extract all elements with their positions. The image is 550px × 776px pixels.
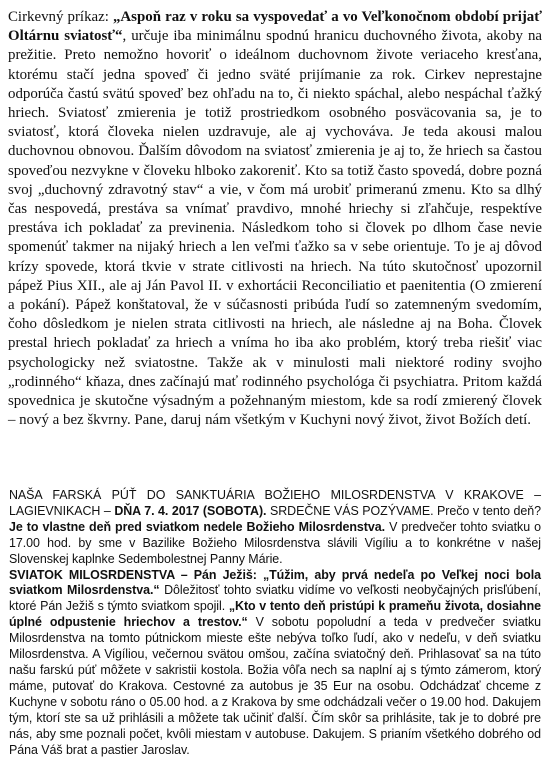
mercy-promise: „Kto v tento deň pristúpi k prameňu života, dosiahne úplné odpustenie hriechov a trestov.“ bbox=[9, 599, 541, 630]
pilgrimage-date: DŇA 7. 4. 2017 (SOBOTA). bbox=[114, 503, 267, 518]
mercy-feast-paragraph bbox=[9, 568, 541, 759]
confession-body: , určuje iba minimálnu spodnú hranicu duchovného života, akoby na prežitie. Preto nemožno hovoriť o ideálnom duchovnom živote veriaceho kresťana, ktorému stačí jedna spoveď či jedno sväté prijímanie za rok. Cirkev neprestajne odporúča častú svätú spoveď bez ohľadu na to, či niekto spáchal, alebo nespáchal ťažký hriech. Sviatosť zmierenia je totiž prostriedkom osobného posväcovania sa, je to sviatosť, ktorá človeka nielen uzdravuje, ale aj vychováva. Je teda akousi malou duchovnou obnovou. Ďalším dôvodom na sviatosť zmierenia je aj to, že hriech sa častou spoveďou nezvykne v človeku hlboko zakoreniť. Kto sa totiž často spovedá, dobre pozná svoj „duchovný zdravotný stav“ a vie, v čom má urobiť primeranú zmenu. Kto sa dlhý čas nespovedá, prestáva sa vnímať pravdivo, mnohé hriechy si zľahčuje, respektíve prestáva ich pokladať za previnenia. Následkom toho si človek po dlhom čase nevie spomenúť takmer na nijaký hriech a len veľmi ťažko sa v sebe orientuje. To je aj dôvod krízy spovede, ktorá tkvie v strate citlivosti na hriech. Na túto skutočnosť upozornil pápež Pius XII., ale aj Ján Pavol II. v exhortácii Reconciliatio et paenitentia (O zmierení a pokání). Pápež konštatoval, že v súčasnosti pribúda ľudí so zatemneným svedomím, čoho dôsledkom je nielen strata citlivosti na hriech, ale následne aj na Boha. Človek prestal hriech pokladať za hriech a vníma ho iba ako problém, ktorý treba riešiť viac psychologicky než sviatostne. Takže ak v minulosti mali niektoré rodiny svojho „rodinného“ kňaza, dnes začínajú mať rodinného psychológa či psychiatra. Pritom každá spovednica je skutočne výsadným a požehnaným miestom, kde sa rodí zmierený človek – nový a bez škvrny. Pane, daruj nám všetkým v Kuchyni nový život, život Božích detí. bbox=[8, 28, 542, 429]
pilgrimage-invitation: SRDEČNE VÁS POZÝVAME. Prečo v tento deň? bbox=[266, 503, 542, 518]
confession-paragraph bbox=[8, 8, 542, 430]
article-confession bbox=[8, 8, 542, 430]
pilgrimage-details: V sobotu popoludní a teda v predvečer sviatku Milosrdenstva na tomto pútnickom mieste ešte nebýva toľko ľudí, ako v nedeľu, v deň sviatku Milosrdenstva. A Vigíliou, večernou svätou omšou, začína sviatočný deň. Prihlasovať sa na túto našu farskú púť môžete v sakristii kostola. Božia vôľa nech sa naplní aj s týmto zámerom, ktorý máme, putovať do Krakova. Cestovné za autobus je 35 Eur na osobu. Odchádzať chceme z Kuchyne v sobotu ráno o 05.00 hod. a z Krakova by sme odchádzali večer o 19.00 hod. Dakujem tým, ktorí ste sa už prihlásili a môžete tak učiniť ďalší. Čím skôr sa prihlásite, tak je to dobré pre nás, aby sme poznali počet, kvôli miestam v autobuse. Dakujem. S prianím všetkého dobrého od Pána Váš brat a pastier Jaroslav. bbox=[9, 615, 541, 757]
pilgrimage-reason: Je to vlastne deň pred sviatkom nedele Božieho Milosrdenstva. bbox=[9, 519, 386, 534]
confession-intro: Cirkevný príkaz: bbox=[8, 9, 113, 25]
pilgrimage-vigil: V predvečer tohto sviatku o 17.00 hod. by sme v Bazilike Božieho Milosrdenstva slávili Vigíliu a to konkrétne v našej Slovenskej kaplnke Sedembolestnej Panny Márie. bbox=[9, 519, 541, 566]
pilgrimage-intro: NAŠA FARSKÁ PÚŤ DO SANKTUÁRIA BOŽIEHO MILOSRDENSTVA V KRAKOVE – LAGIEVNIKACH – bbox=[9, 488, 541, 518]
church-commandment-quote: „Aspoň raz v roku sa vyspovedať a vo Veľkonočnom období prijať Oltárnu sviatosť“ bbox=[8, 9, 542, 45]
mercy-feast-heading: SVIATOK MILOSRDENSTVA – Pán Ježiš: „Túžim, aby prvá nedeľa po Veľkej noci bola sviatkom Milosrdenstva.“ bbox=[9, 567, 541, 598]
pilgrimage-paragraph bbox=[9, 488, 541, 568]
mercy-feast-text: Dôležitosť tohto sviatku vidíme vo veľkosti neobyčajných prisľúbení, ktoré Pán Ježiš s týmto sviatkom spojil. bbox=[9, 583, 542, 614]
article-pilgrimage bbox=[9, 488, 541, 758]
